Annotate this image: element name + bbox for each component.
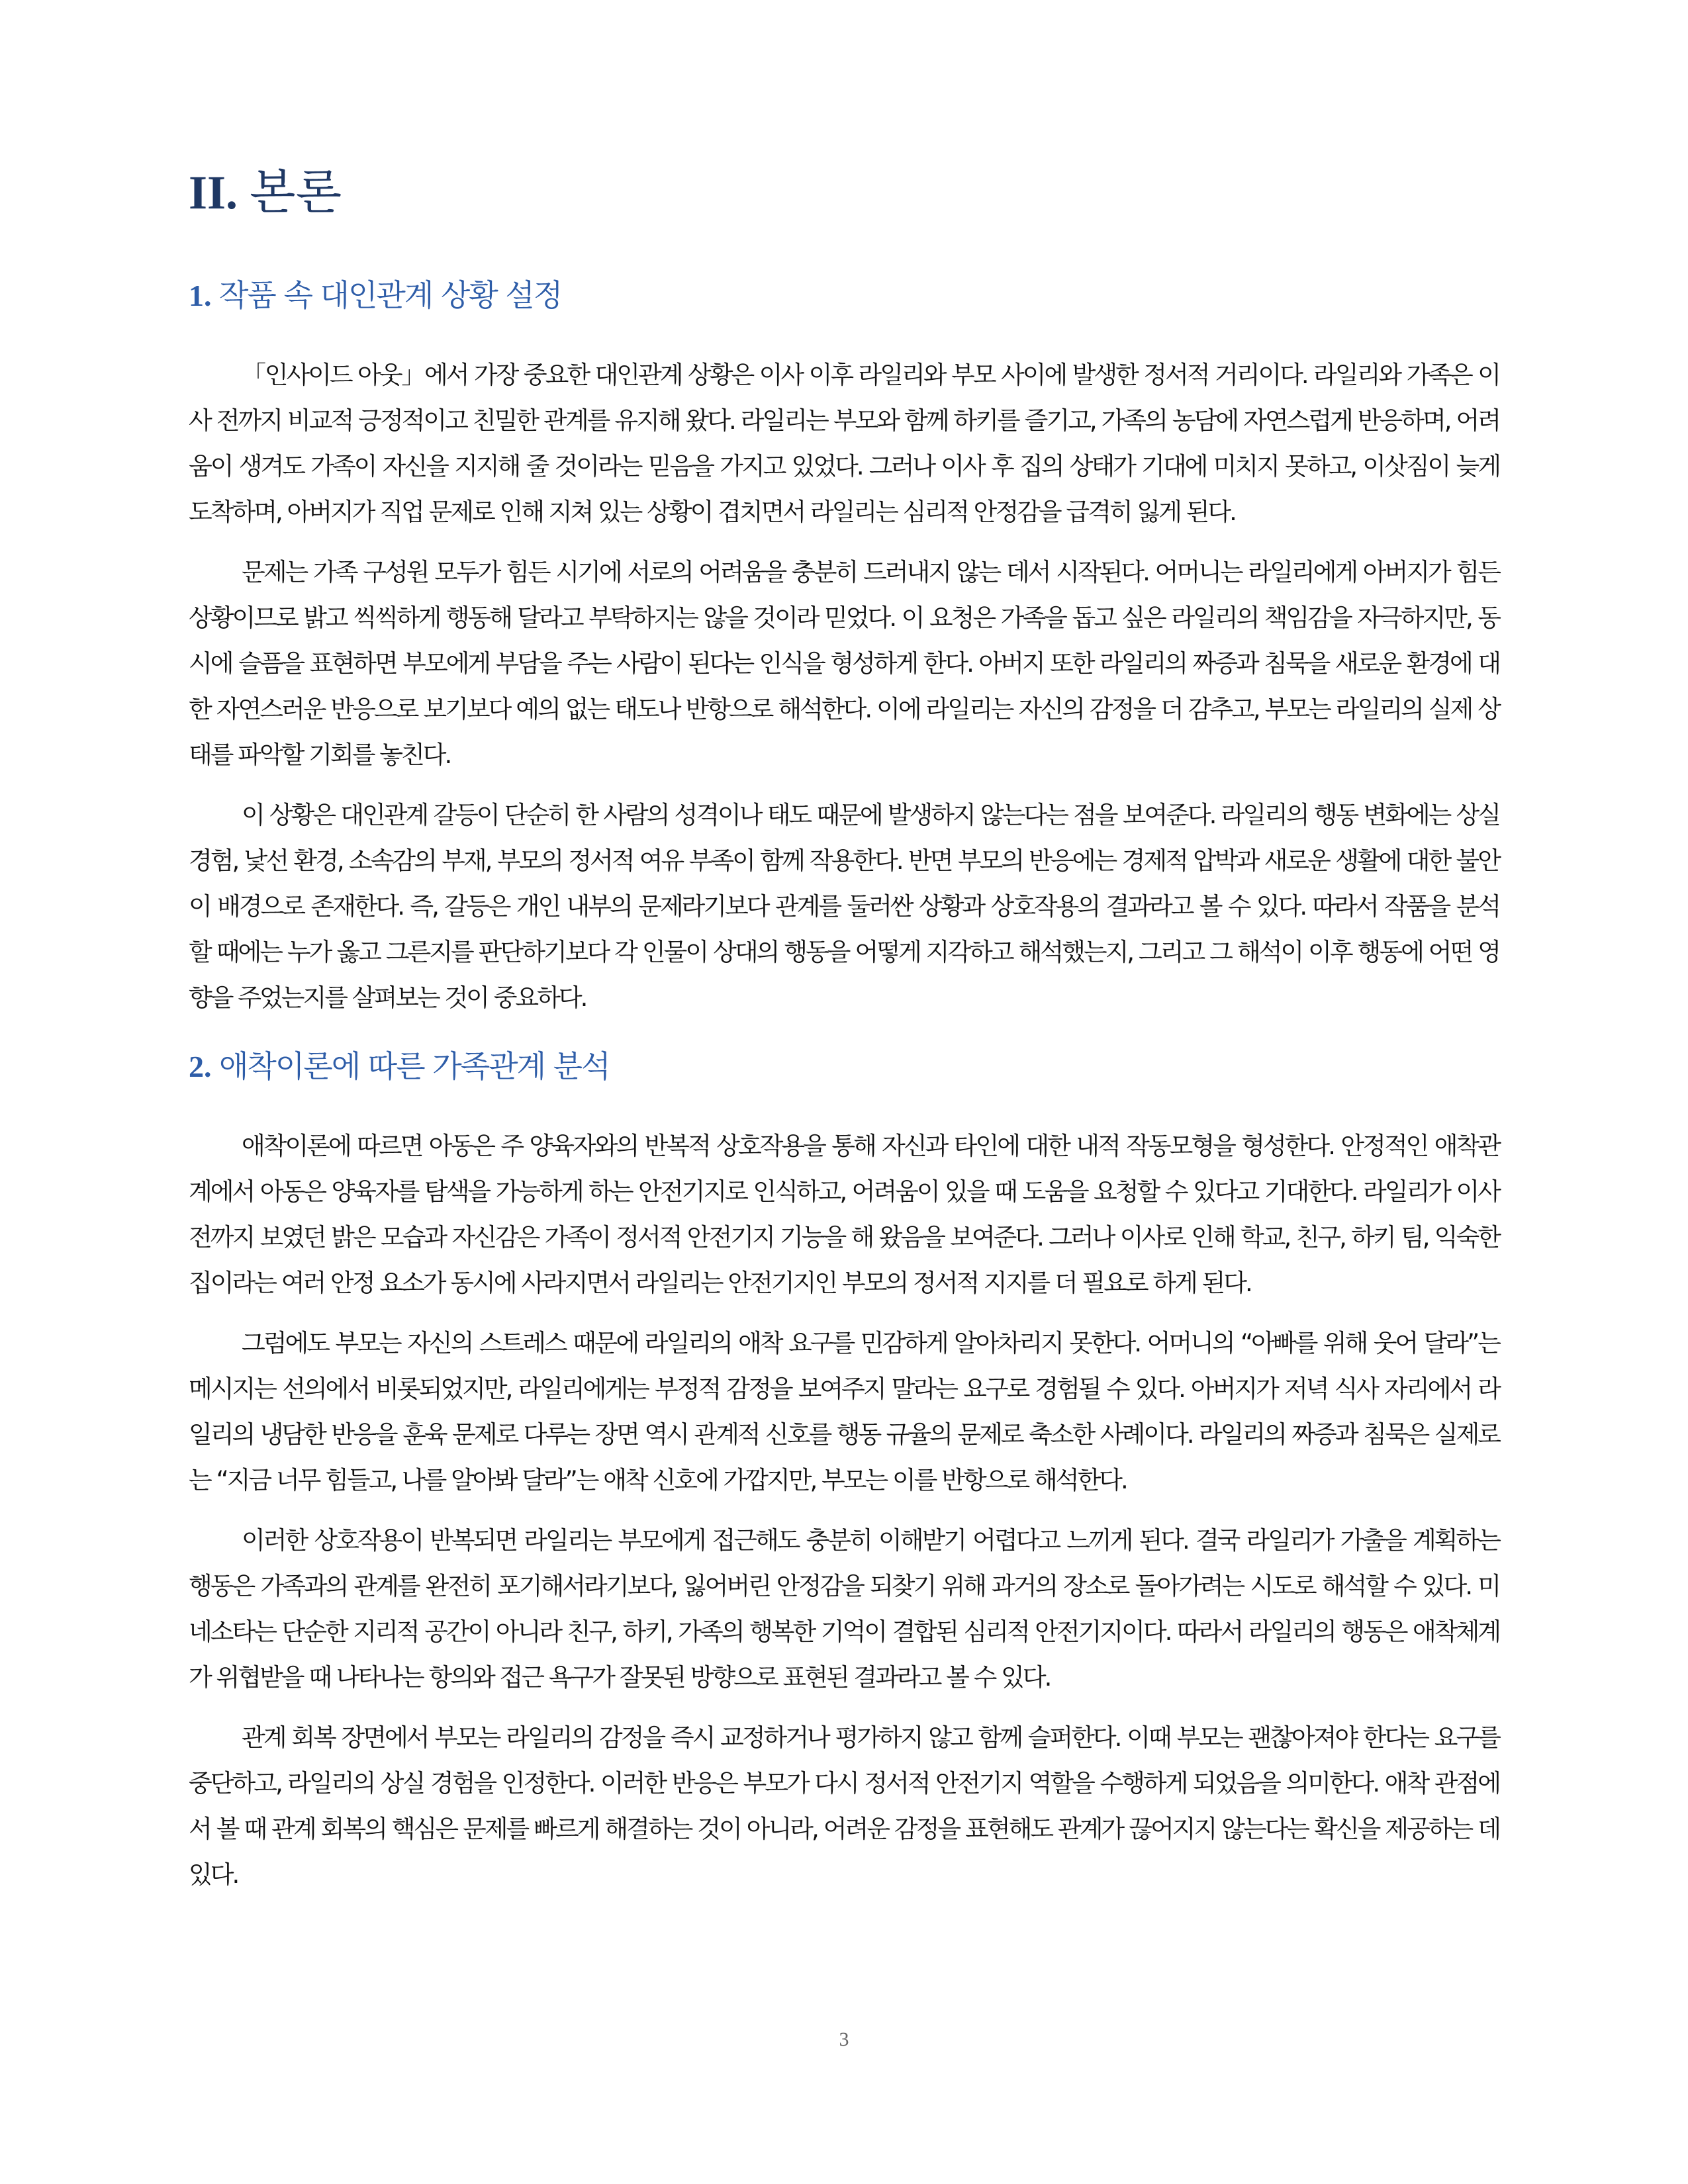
- section-title: 작품 속 대인관계 상황 설정: [219, 277, 562, 313]
- section-heading: [189, 272, 1499, 319]
- section-1: [189, 272, 1499, 1021]
- section-2: [189, 1043, 1499, 1897]
- page-content: [189, 159, 1499, 1920]
- page-number: 3: [839, 2028, 849, 2050]
- section-number: 1.: [189, 279, 212, 312]
- section-heading: [189, 1043, 1499, 1090]
- body-paragraph: 「인사이드 아웃」에서 가장 중요한 대인관계 상황은 이사 이후 라일리와 부모 사이에 발생한 정서적 거리이다. 라일리와 가족은 이사 전까지 비교적 긍정적이고 친밀한 관계를 유지해 왔다. 라일리는 부모와 함께 하키를 즐기고, 가족의 농담에 자연스럽게 반응하며, 어려움이 생겨도 가족이 자신을 지지해 줄 것이라는 믿음을 가지고 있었다. 그러나 이사 후 집의 상태가 기대에 미치지 못하고, 이삿짐이 늦게 도착하며, 아버지가 직업 문제로 인해 지쳐 있는 상황이 겹치면서 라일리는 심리적 안정감을 급격히 잃게 된다.: [189, 361, 1499, 526]
- chapter-heading: [189, 159, 1499, 226]
- chapter-number: II.: [189, 166, 238, 219]
- body-paragraph: 문제는 가족 구성원 모두가 힘든 시기에 서로의 어려움을 충분히 드러내지 않는 데서 시작된다. 어머니는 라일리에게 아버지가 힘든 상황이므로 밝고 씩씩하게 행동해 달라고 부탁하지는 않을 것이라 믿었다. 이 요청은 가족을 돕고 싶은 라일리의 책임감을 자극하지만, 동시에 슬픔을 표현하면 부모에게 부담을 주는 사람이 된다는 인식을 형성하게 한다. 아버지 또한 라일리의 짜증과 침묵을 새로운 환경에 대한 자연스러운 반응으로 보기보다 예의 없는 태도나 반항으로 해석한다. 이에 라일리는 자신의 감정을 더 감추고, 부모는 라일리의 실제 상태를 파악할 기회를 놓친다.: [189, 558, 1499, 769]
- chapter-title: 본론: [250, 164, 342, 220]
- section-number: 2.: [189, 1050, 212, 1083]
- body-paragraph: 이러한 상호작용이 반복되면 라일리는 부모에게 접근해도 충분히 이해받기 어렵다고 느끼게 된다. 결국 라일리가 가출을 계획하는 행동은 가족과의 관계를 완전히 포기해서라기보다, 잃어버린 안정감을 되찾기 위해 과거의 장소로 돌아가려는 시도로 해석할 수 있다. 미네소타는 단순한 지리적 공간이 아니라 친구, 하키, 가족의 행복한 기억이 결합된 심리적 안전기지이다. 따라서 라일리의 행동은 애착체계가 위협받을 때 나타나는 항의와 접근 욕구가 잘못된 방향으로 표현된 결과라고 볼 수 있다.: [189, 1526, 1499, 1692]
- section-title: 애착이론에 따른 가족관계 분석: [219, 1048, 610, 1084]
- body-paragraph: 그럼에도 부모는 자신의 스트레스 때문에 라일리의 애착 요구를 민감하게 알아차리지 못한다. 어머니의 “아빠를 위해 웃어 달라”는 메시지는 선의에서 비롯되었지만, 라일리에게는 부정적 감정을 보여주지 말라는 요구로 경험될 수 있다. 아버지가 저녁 식사 자리에서 라일리의 냉담한 반응을 훈육 문제로 다루는 장면 역시 관계적 신호를 행동 규율의 문제로 축소한 사례이다. 라일리의 짜증과 침묵은 실제로는 “지금 너무 힘들고, 나를 알아봐 달라”는 애착 신호에 가깝지만, 부모는 이를 반항으로 해석한다.: [189, 1329, 1499, 1494]
- body-paragraph: 이 상황은 대인관계 갈등이 단순히 한 사람의 성격이나 태도 때문에 발생하지 않는다는 점을 보여준다. 라일리의 행동 변화에는 상실 경험, 낯선 환경, 소속감의 부재, 부모의 정서적 여유 부족이 함께 작용한다. 반면 부모의 반응에는 경제적 압박과 새로운 생활에 대한 불안이 배경으로 존재한다. 즉, 갈등은 개인 내부의 문제라기보다 관계를 둘러싼 상황과 상호작용의 결과라고 볼 수 있다. 따라서 작품을 분석할 때에는 누가 옳고 그른지를 판단하기보다 각 인물이 상대의 행동을 어떻게 지각하고 해석했는지, 그리고 그 해석이 이후 행동에 어떤 영향을 주었는지를 살펴보는 것이 중요하다.: [189, 801, 1499, 1012]
- body-paragraph: 애착이론에 따르면 아동은 주 양육자와의 반복적 상호작용을 통해 자신과 타인에 대한 내적 작동모형을 형성한다. 안정적인 애착관계에서 아동은 양육자를 탐색을 가능하게 하는 안전기지로 인식하고, 어려움이 있을 때 도움을 요청할 수 있다고 기대한다. 라일리가 이사 전까지 보였던 밝은 모습과 자신감은 가족이 정서적 안전기지 기능을 해 왔음을 보여준다. 그러나 이사로 인해 학교, 친구, 하키 팀, 익숙한 집이라는 여러 안정 요소가 동시에 사라지면서 라일리는 안전기지인 부모의 정서적 지지를 더 필요로 하게 된다.: [189, 1132, 1499, 1297]
- body-paragraph: 관계 회복 장면에서 부모는 라일리의 감정을 즉시 교정하거나 평가하지 않고 함께 슬퍼한다. 이때 부모는 괜찮아져야 한다는 요구를 중단하고, 라일리의 상실 경험을 인정한다. 이러한 반응은 부모가 다시 정서적 안전기지 역할을 수행하게 되었음을 의미한다. 애착 관점에서 볼 때 관계 회복의 핵심은 문제를 빠르게 해결하는 것이 아니라, 어려운 감정을 표현해도 관계가 끊어지지 않는다는 확신을 제공하는 데 있다.: [189, 1723, 1499, 1889]
